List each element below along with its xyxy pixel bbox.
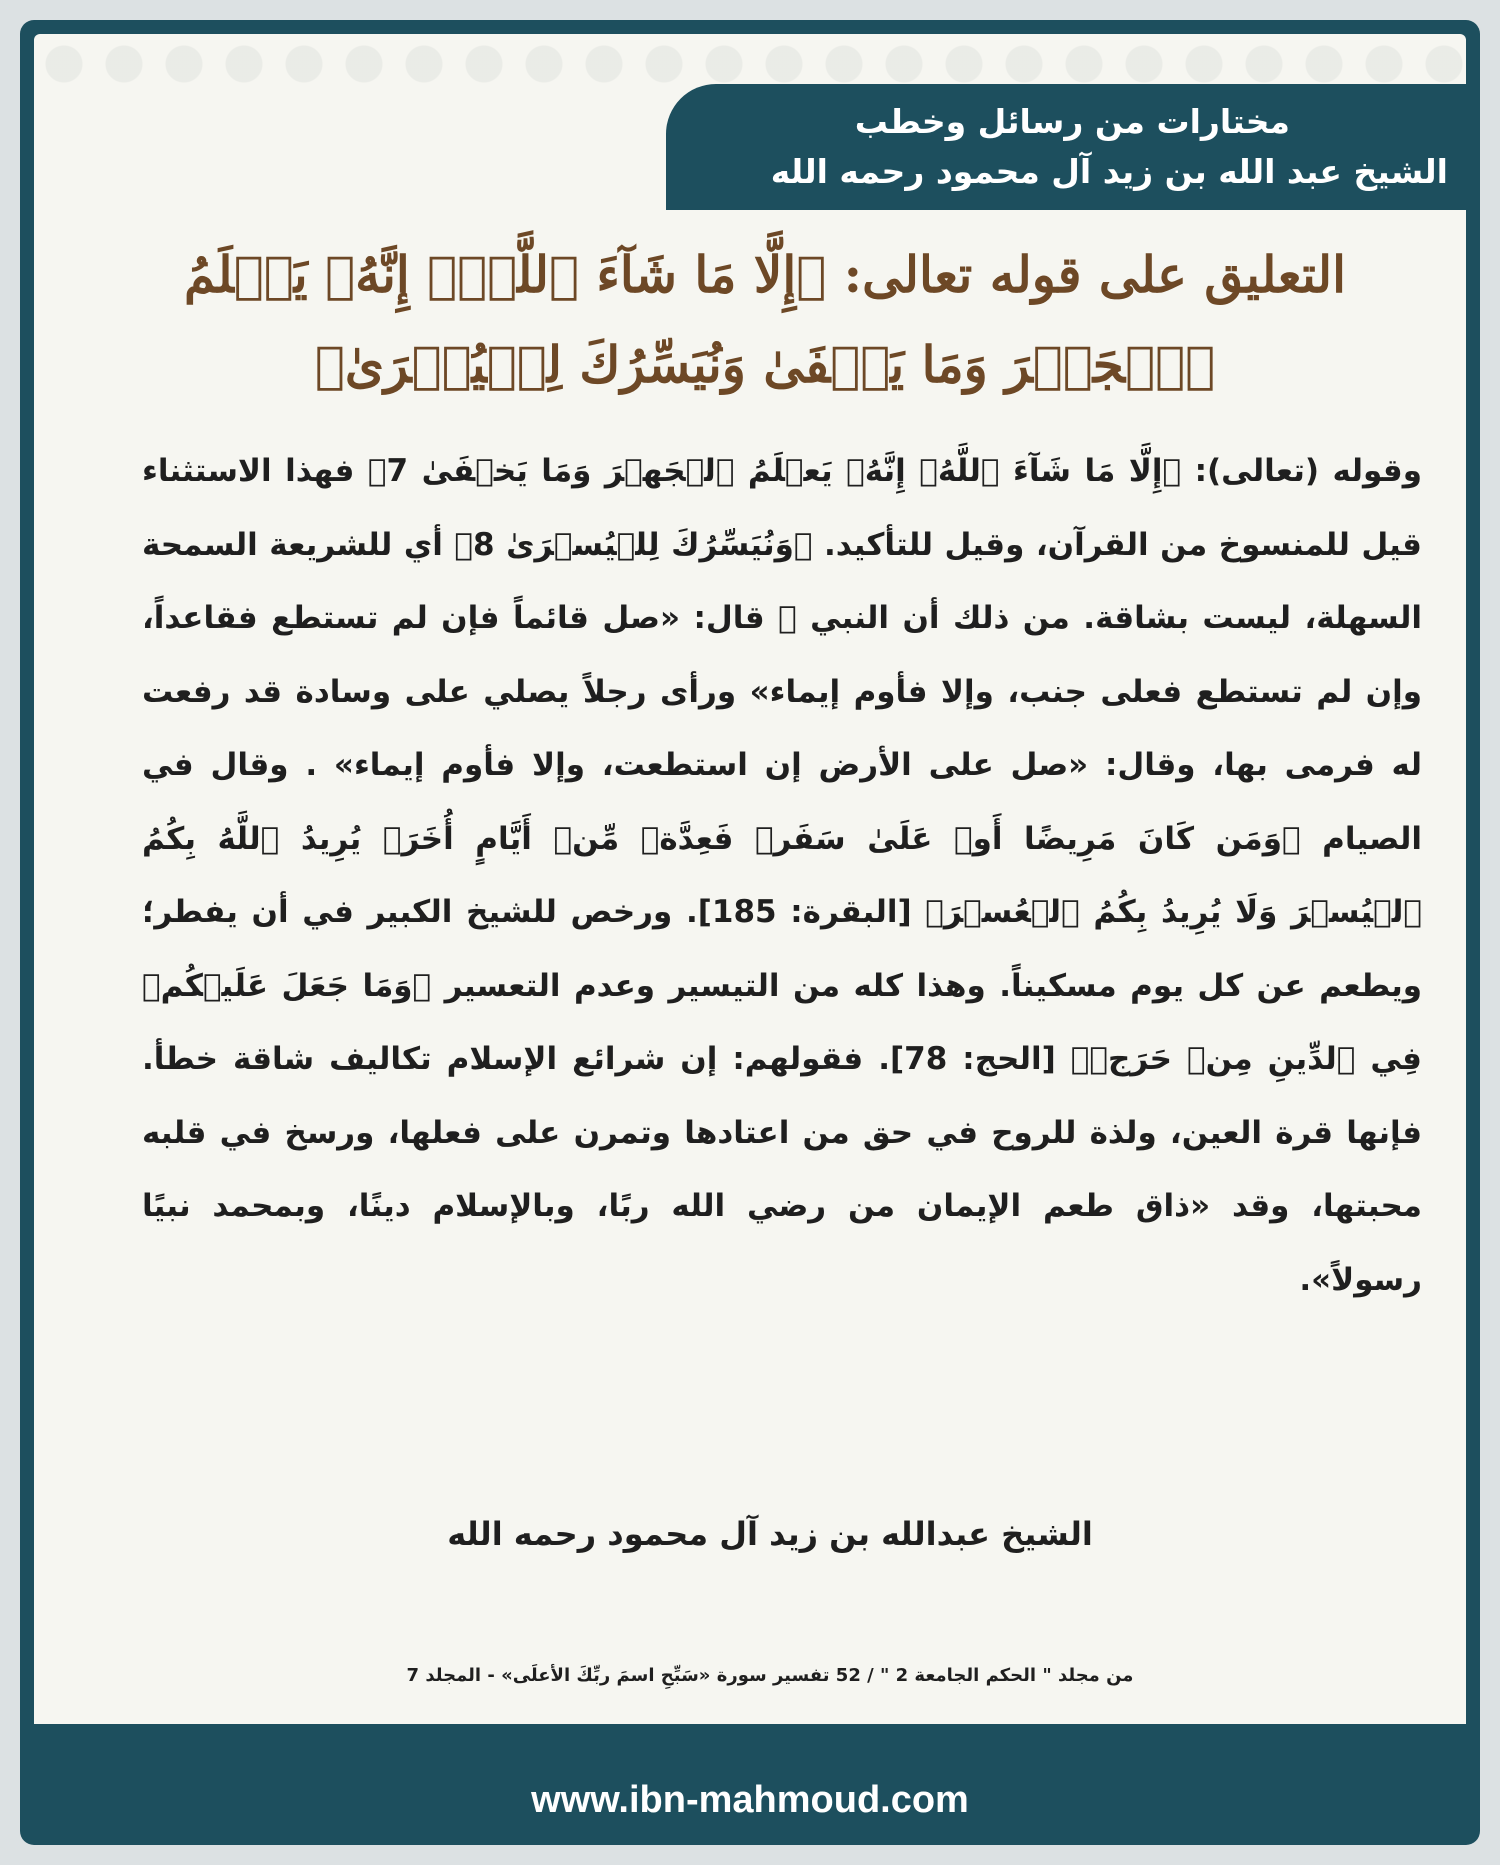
header-banner (666, 84, 1466, 210)
header-series-title: مختارات من رسائل وخطب (854, 102, 1290, 141)
author-signature: الشيخ عبدالله بن زيد آل محمود رحمه الله (447, 1515, 1093, 1553)
poster-card (20, 20, 1480, 1845)
website-link[interactable]: www.ibn-mahmoud.com (531, 1779, 969, 1821)
article-body: وقوله (تعالى): ﴿إِلَّا مَا شَآءَ ٱللَّهُۚ إِنَّهُۥ يَعۡلَمُ ٱلۡجَهۡرَ وَمَا يَخۡفَىٰ 7﴾ فهذا الاستثناء قيل للمنسوخ من القرآن، وقيل للتأكيد. ﴿وَنُيَسِّرُكَ لِلۡيُسۡرَىٰ 8﴾ أي للشريعة السمحة السهلة، ليست بشاقة. من ذلك أن النبي ﷺ قال: «صل قائماً فإن لم تستطع فقاعداً، وإن لم تستطع فعلى جنب، وإلا فأوم إيماء» ورأى رجلاً يصلي على وسادة قد رفعت له فرمى بها، وقال: «صل على الأرض إن استطعت، وإلا فأوم إيماء» . وقال في الصيام ﴿وَمَن كَانَ مَرِيضًا أَوۡ عَلَىٰ سَفَرٖ فَعِدَّةٞ مِّنۡ أَيَّامٍ أُخَرَۗ يُرِيدُ ٱللَّهُ بِكُمُ ٱلۡيُسۡرَ وَلَا يُرِيدُ بِكُمُ ٱلۡعُسۡرَ﴾ [البقرة: 185]. ورخص للشيخ الكبير في أن يفطر؛ ويطعم عن كل يوم مسكيناً. وهذا كله من التيسير وعدم التعسير ﴿وَمَا جَعَلَ عَلَيۡكُمۡ فِي ٱلدِّينِ مِنۡ حَرَجٖ﴾ [الحج: 78]. فقولهم: إن شرائع الإسلام تكاليف شاقة خطأ. فإنها قرة العين، ولذة للروح في حق من اعتادها وتمرن على فعلها، ورسخ في قلبه محبتها، وقد «ذاق طعم الإيمان من رضي الله ربًا، وبالإسلام دينًا، وبمحمد نبيًا رسولاً». (142, 453, 1423, 1298)
source-citation: من مجلد " الحكم الجامعة 2 " / 52 تفسير سورة «سَبِّحِ اسمَ ربِّكَ الأعلَى» - المجلد 7 (406, 1665, 1134, 1686)
page-title: التعليق على قوله تعالى: ﴿إِلَّا مَا شَآءَ ٱللَّهُۚ إِنَّهُۥ يَعۡلَمُ ٱلۡجَهۡرَ وَمَا يَخۡفَىٰ وَنُيَسِّرُكَ لِلۡيُسۡرَىٰ﴾ (183, 245, 1347, 394)
header-author: الشيخ عبد الله بن زيد آل محمود رحمه الله (770, 152, 1448, 191)
